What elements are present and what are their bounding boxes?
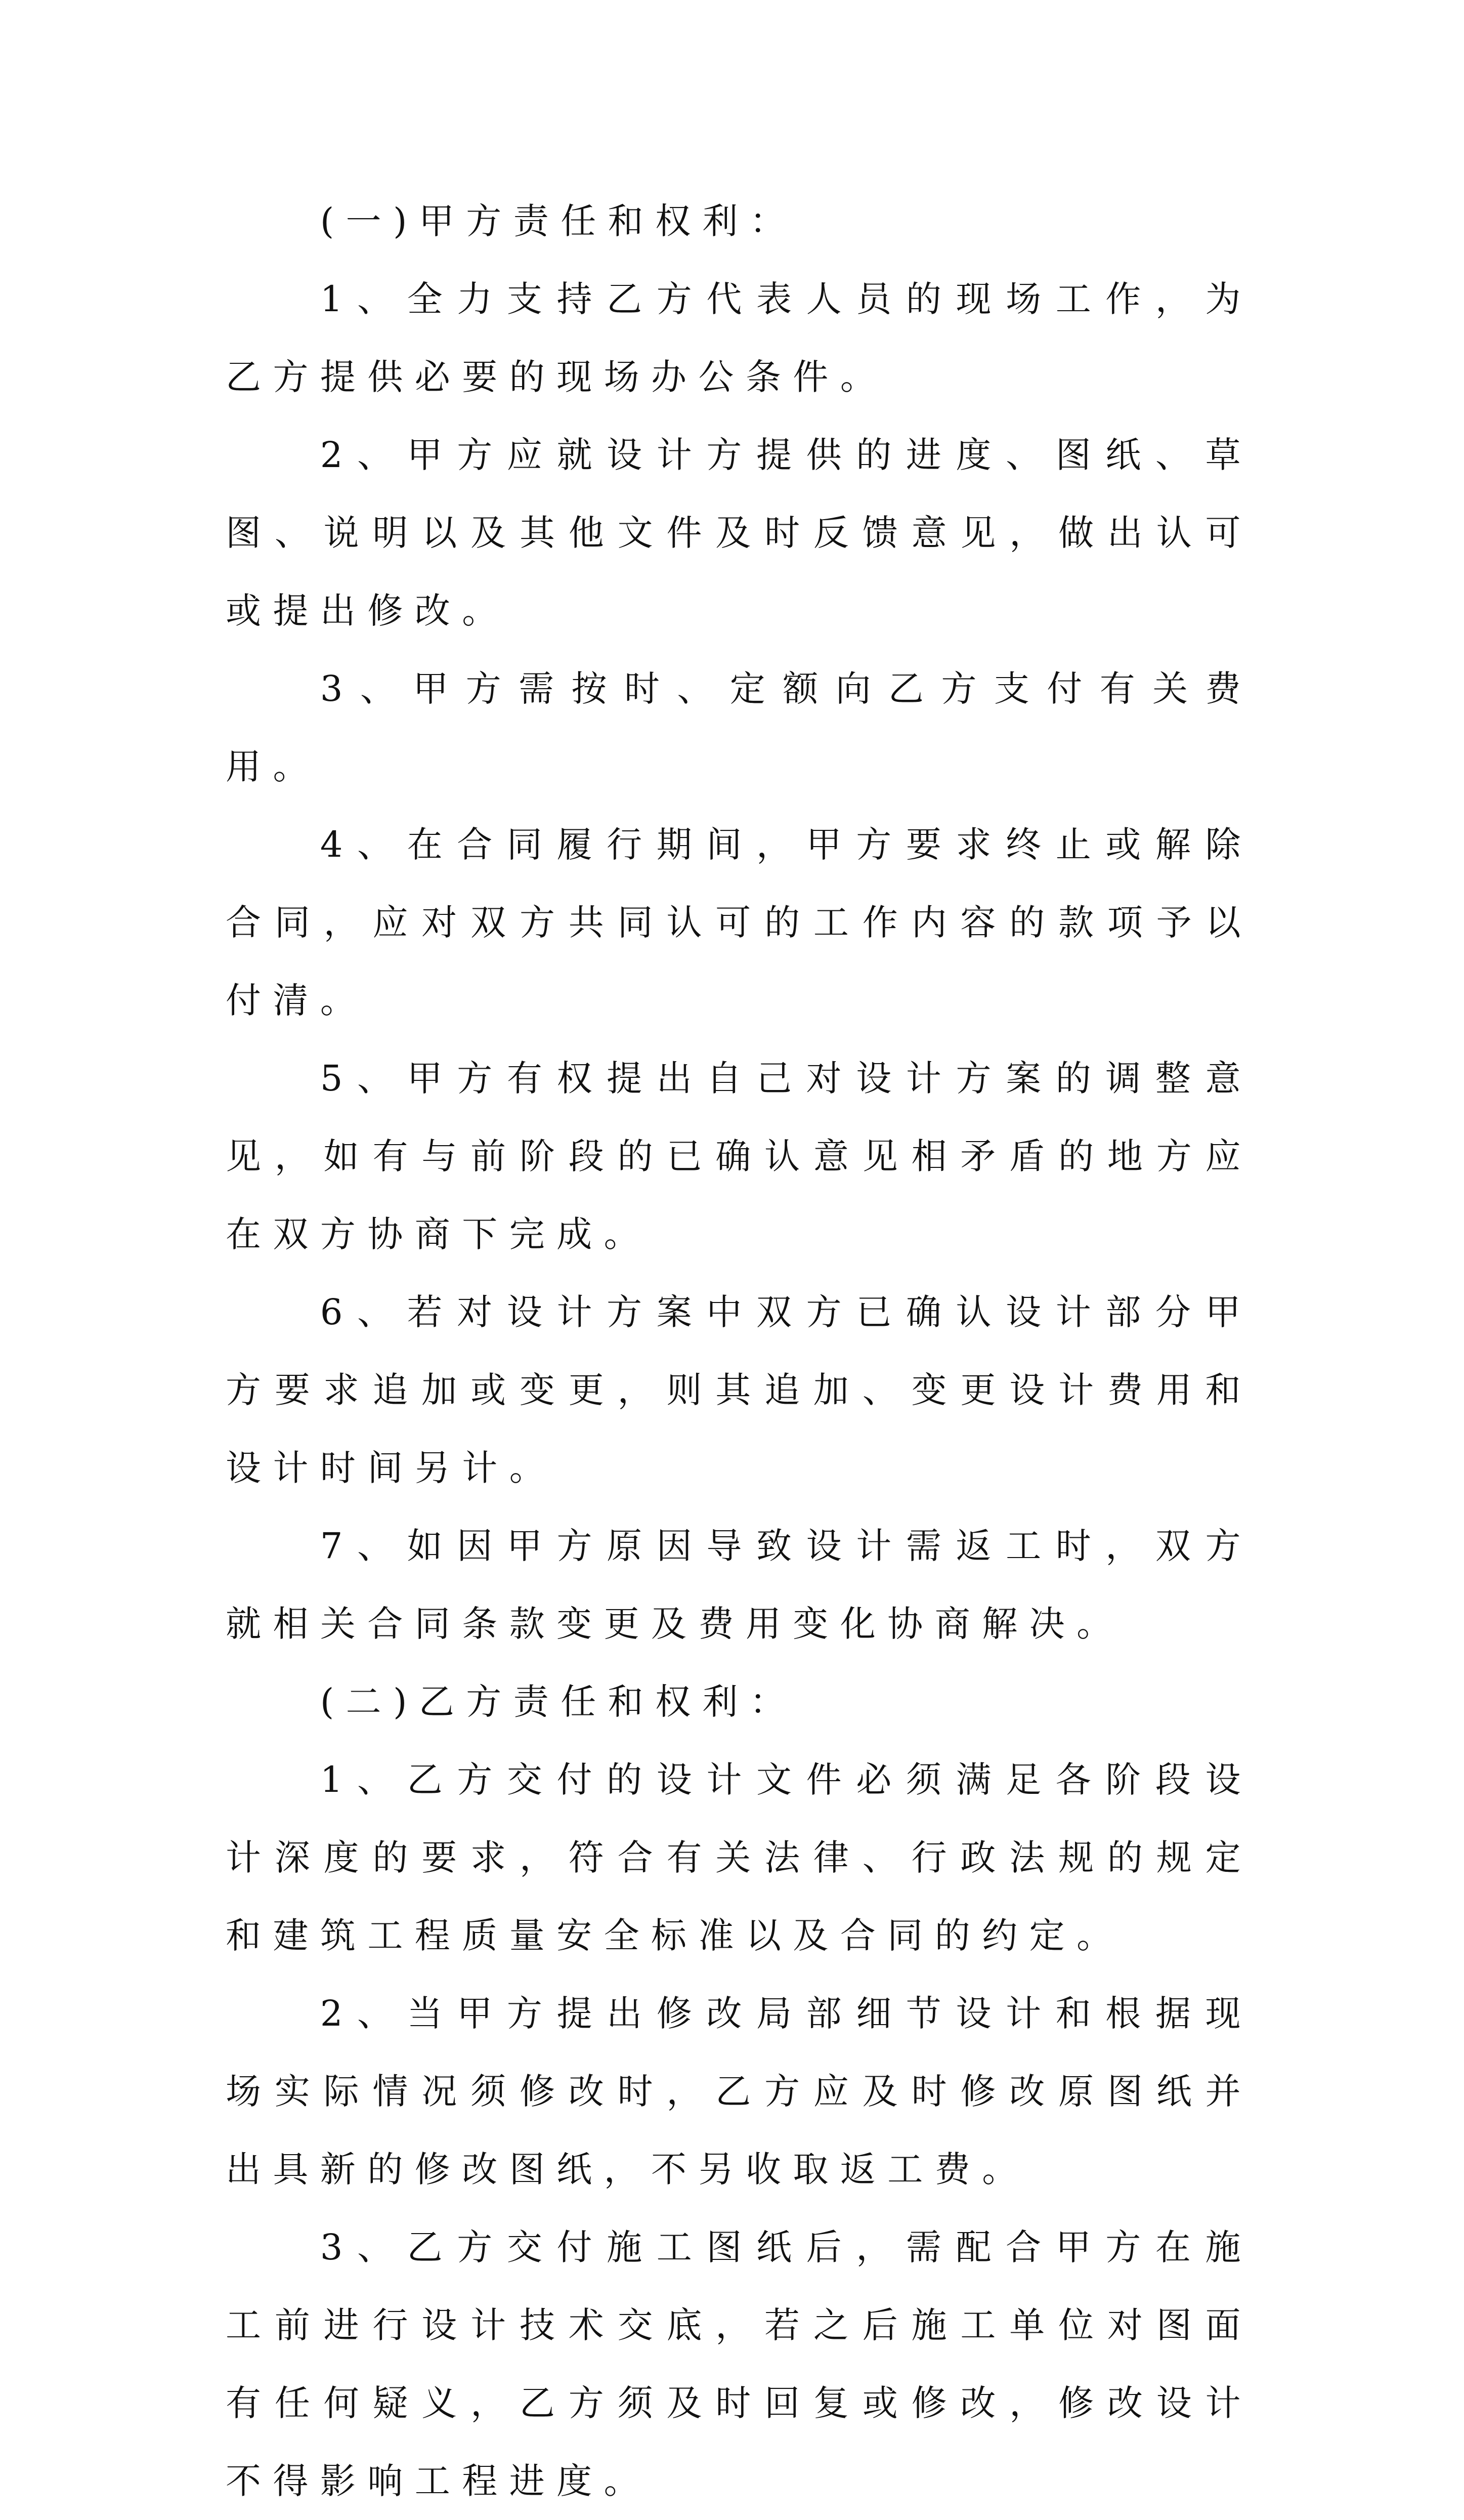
document-body	[226, 182, 1253, 2520]
party-a-clause-4: 4、在合同履行期间，甲方要求终止或解除合同，应对双方共同认可的工作内容的款项予以付清。	[226, 824, 1253, 1021]
party-a-clause-2: 2、甲方应就设计方提供的进度、图纸、草图、说明以及其他文件及时反馈意见，做出认可或提出修改。	[226, 434, 1253, 632]
party-a-clause-3: 3、甲方需按时、定额向乙方支付有关费用。	[226, 668, 1253, 787]
party-b-clause-1: 1、乙方交付的设计文件必须满足各阶段设计深度的要求，符合有关法律、行政法规的规定和建筑工程质量安全标准以及合同的约定。	[226, 1759, 1253, 1956]
party-a-clause-1: 1、全力支持乙方代表人员的现场工作，为乙方提供必要的现场办公条件。	[226, 278, 1253, 398]
party-a-clause-5: 5、甲方有权提出自己对设计方案的调整意见，如有与前阶段的已确认意见相矛盾的地方应在双方协商下完成。	[226, 1058, 1253, 1255]
party-a-clause-7: 7、如因甲方原因导致设计需返工时，双方就相关合同条款变更及费用变化协商解决。	[226, 1525, 1253, 1645]
party-b-clause-3: 3、乙方交付施工图纸后，需配合甲方在施工前进行设计技术交底，若之后施工单位对图面有任何疑义，乙方须及时回复或修改，修改设计不得影响工程进度。	[226, 2227, 1253, 2502]
section-heading-party-b: (二)乙方责任和权利：	[320, 1681, 797, 1723]
party-b-clause-2: 2、当甲方提出修改局部细节设计和根据现场实际情况须修改时，乙方应及时修改原图纸并出具新的修改图纸，不另收取返工费。	[226, 1993, 1253, 2190]
section-heading-party-a: (一)甲方责任和权利：	[320, 200, 797, 242]
party-a-clause-6: 6、若对设计方案中双方已确认设计部分甲方要求追加或变更，则其追加、变更设计费用和设计时间另计。	[226, 1291, 1253, 1489]
